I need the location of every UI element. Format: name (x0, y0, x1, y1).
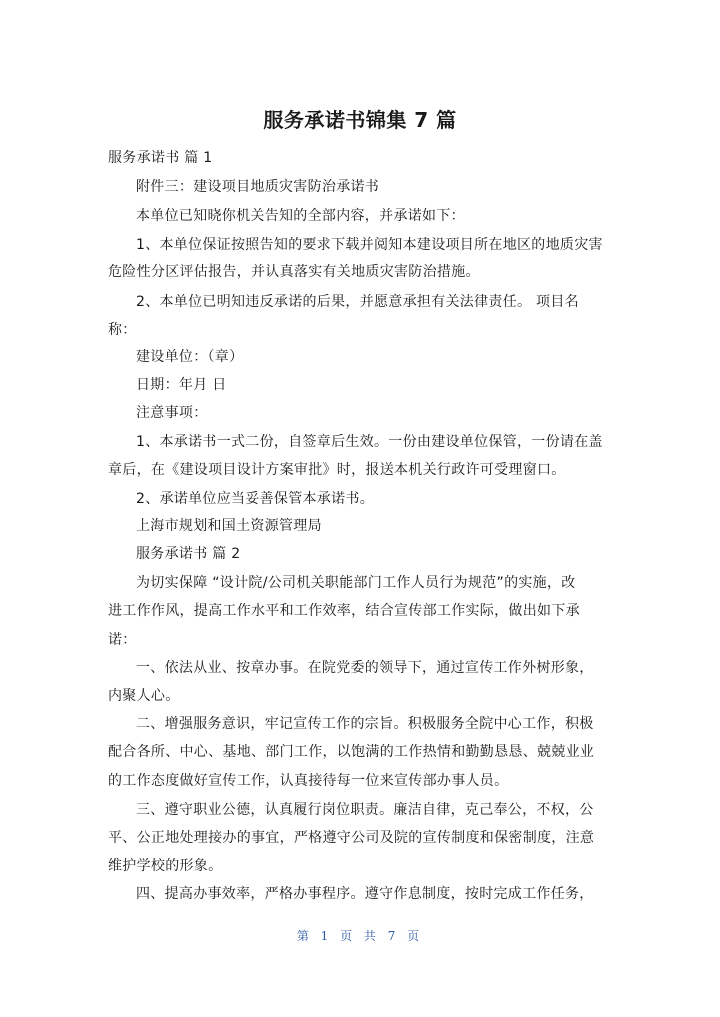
page-footer: 第 1 页 共 7 页 (296, 929, 424, 943)
text-line: 四、提高办事效率，严格办事程序。遵守作息制度，按时完成工作任务， (136, 886, 594, 902)
text-line: 本单位已知晓你机关告知的全部内容，并承诺如下： (136, 208, 465, 224)
text-line: 维护学校的形象。 (108, 858, 223, 874)
document-title: 服务承诺书锦集 7 篇 (263, 108, 457, 132)
text-line: 2、承诺单位应当妥善保管本承诺书。 (136, 491, 375, 507)
text-line: 建设单位：（章） (136, 349, 244, 365)
text-line: 危险性分区评估报告，并认真落实有关地质灾害防治措施。 (108, 264, 480, 280)
text-line: 为切实保障 “设计院/公司机关职能部门工作人员行为规范”的实施，改 (136, 575, 576, 591)
text-line: 诺： (108, 632, 137, 648)
text-line: 1、本单位保证按照告知的要求下载并阅知本建设项目所在地区的地质灾害 (136, 237, 603, 253)
text-line: 称： (108, 322, 137, 338)
text-line: 2、本单位已明知违反承诺的后果，并愿意承担有关法律责任。 项目名 (136, 294, 579, 310)
text-line: 平、公正地处理接办的事宜，严格遵守公司及院的宣传制度和保密制度，注意 (108, 830, 595, 846)
text-line: 一、依法从业、按章办事。在院党委的领导下，通过宣传工作外树形象， (136, 660, 594, 676)
text-line: 上海市规划和国土资源管理局 (136, 518, 322, 534)
text-line: 配合各所、中心、基地、部门工作，以饱满的工作热情和勤勤恳恳、兢兢业业 (108, 744, 595, 760)
text-line: 的工作态度做好宣传工作，认真接待每一位来宣传部办事人员。 (108, 773, 509, 789)
text-line: 进工作作风，提高工作水平和工作效率，结合宣传部工作实际，做出如下承 (108, 603, 580, 619)
text-line: 三、遵守职业公德，认真履行岗位职责。廉洁自律，克己奉公，不权，公 (136, 802, 594, 818)
text-line: 章后，在《建设项目设计方案审批》时，报送本机关行政许可受理窗口。 (108, 462, 566, 478)
text-line: 注意事项： (136, 405, 208, 421)
text-line: 内聚人心。 (108, 688, 180, 704)
text-line: 1、本承诺书一式二份，自签章后生效。一份由建设单位保管，一份请在盖 (136, 434, 603, 450)
section-heading-2: 服务承诺书 篇 2 (136, 546, 241, 562)
section-heading-1: 服务承诺书 篇 1 (108, 150, 213, 166)
text-line: 附件三：建设项目地质灾害防治承诺书 (136, 179, 380, 195)
text-line: 二、增强服务意识，牢记宣传工作的宗旨。积极服务全院中心工作，积极 (136, 716, 594, 732)
text-line: 日期：年月 日 (136, 377, 227, 393)
